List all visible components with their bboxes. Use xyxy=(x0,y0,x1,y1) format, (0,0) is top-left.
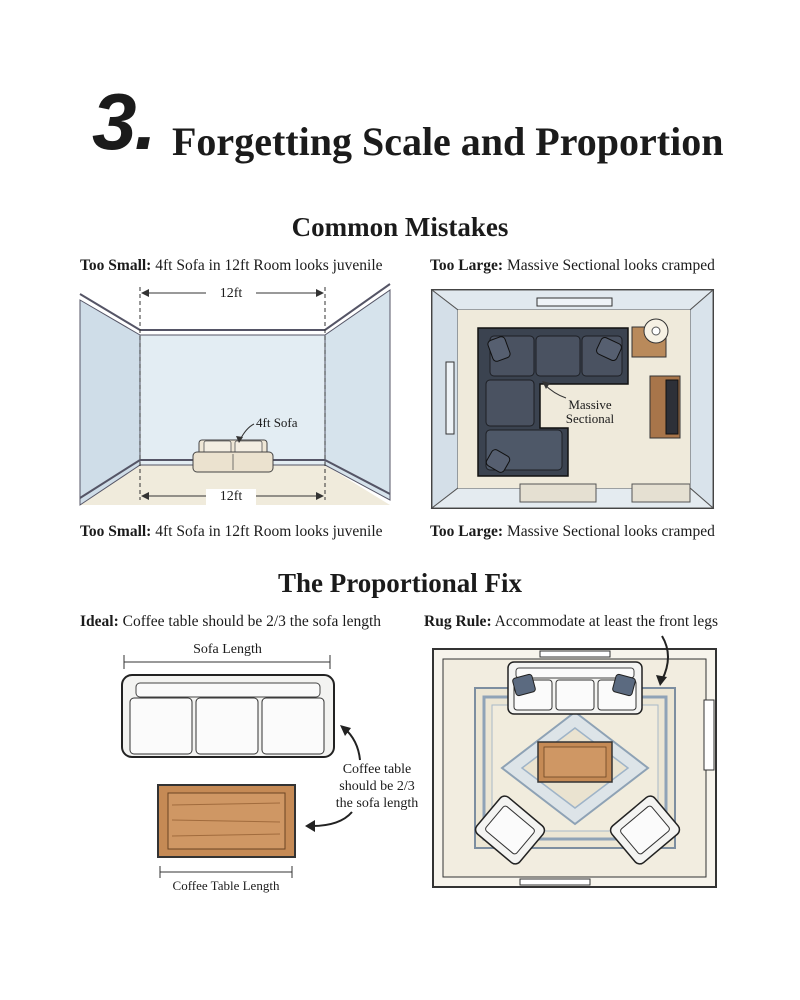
coffee-table-length-label: Coffee Table Length xyxy=(172,878,280,893)
sofa-length-label: Sofa Length xyxy=(180,642,275,658)
note-line1: Coffee table xyxy=(342,762,412,777)
rug-rule-caption-text: Accommodate at least the front legs xyxy=(494,613,719,630)
too-small-caption-bold: Too Small: xyxy=(80,257,152,274)
common-mistakes-heading: Common Mistakes xyxy=(291,212,509,242)
sofa-label: 4ft Sofa xyxy=(256,415,298,430)
too-small-caption-bottom-text: 4ft Sofa in 12ft Room looks juvenile xyxy=(155,523,383,540)
too-large-caption-bottom-text: Massive Sectional looks cramped xyxy=(506,523,715,540)
section-number: 3. xyxy=(92,77,155,166)
proportional-fix-heading: The Proportional Fix xyxy=(277,568,522,598)
rug-rule-caption-bold: Rug Rule: xyxy=(424,613,492,630)
too-large-caption-bottom-bold: Too Large: xyxy=(430,523,504,540)
rug-sofa xyxy=(508,662,642,714)
sectional-label-line2: Sectional xyxy=(565,411,615,426)
note-line3: the sofa length xyxy=(335,796,419,811)
sectional-label-line1: Massive xyxy=(568,397,612,412)
ideal-caption-text: Coffee table should be 2/3 the sofa length xyxy=(122,613,382,630)
note-line2: should be 2/3 xyxy=(339,779,415,794)
too-large-caption-bold: Too Large: xyxy=(430,257,504,274)
top-dimension-label: 12ft xyxy=(206,286,256,302)
bottom-dimension-label: 12ft xyxy=(206,489,256,505)
too-large-caption-text: Massive Sectional looks cramped xyxy=(506,257,715,274)
too-small-caption-text: 4ft Sofa in 12ft Room looks juvenile xyxy=(155,257,383,274)
ideal-caption-bold: Ideal: xyxy=(80,613,119,630)
too-small-caption-bottom-bold: Too Small: xyxy=(80,523,152,540)
page-title: Forgetting Scale and Proportion xyxy=(172,119,724,164)
